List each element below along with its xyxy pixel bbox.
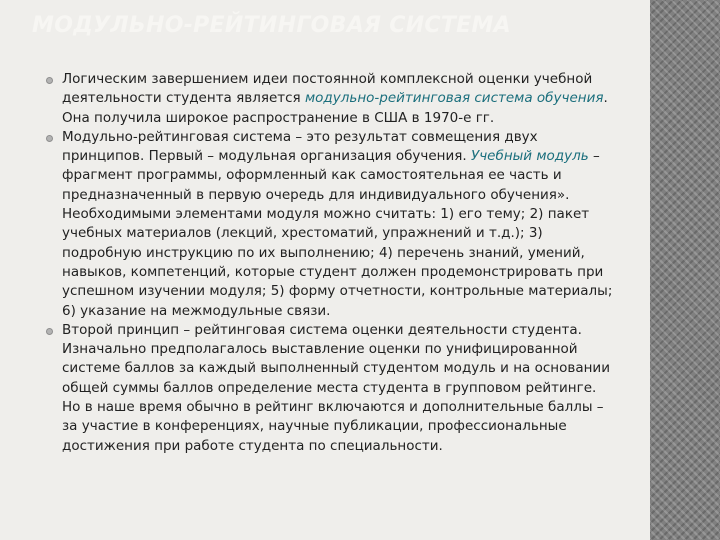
decorative-side-panel: [650, 0, 720, 540]
bullet-text-before: Второй принцип – рейтинговая система оценки деятельности студента. Изначально предполагалось выставление оценки по унифицированной системе баллов за каждый выполненный студентом модуль и на основании общей суммы баллов определение места студента в групповом рейтинге. Но в наше время обычно в рейтинг включаются и дополнительные баллы – за участие в конференциях, научные публикации, профессиональные достижения при работе студента по специальности.: [62, 321, 610, 454]
bullet-item-2: [42, 128, 617, 321]
bullet-text-after: – фрагмент программы, оформленный как самостоятельная ее часть и предназначенный в первую очередь для индивидуального обучения». Необходимыми элементами модуля можно считать: 1) его тему; 2) пакет учебных материалов (лекций, хрестоматий, упражнений и т.д.); 3) подробную инструкцию по их выполнению; 4) перечень знаний, умений, навыков, компетенций, которые студент должен продемонстрировать при успешном изучении модуля; 5) форму отчетности, контрольные материалы; 6) указание на межмодульные связи.: [62, 148, 613, 319]
bullet-dot-icon: [46, 77, 53, 84]
bullet-dot-icon: [46, 135, 53, 142]
bullet-emphasis: модульно-рейтинговая система обучения: [304, 90, 604, 107]
bullet-item-3: [42, 321, 617, 456]
bullet-text-after: . Она получила широкое распространение в США в 1970-е гг.: [62, 90, 608, 126]
bullet-text-before: Логическим завершением идеи постоянной комплексной оценки учебной деятельности студента является: [62, 71, 593, 107]
slide-title: МОДУЛЬНО-РЕЙТИНГОВАЯ СИСТЕМА: [32, 13, 512, 38]
bullet-dot-icon: [46, 328, 53, 335]
bullet-list: [42, 70, 617, 456]
bullet-item-1: [42, 70, 617, 128]
bullet-text-before: Модульно-рейтинговая система – это результат совмещения двух принципов. Первый – модульная организация обучения.: [62, 128, 538, 165]
bullet-emphasis: Учебный модуль: [470, 148, 589, 165]
